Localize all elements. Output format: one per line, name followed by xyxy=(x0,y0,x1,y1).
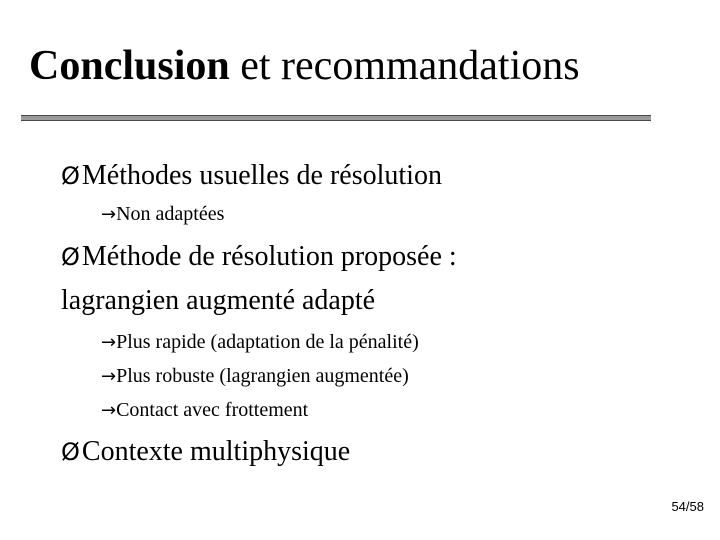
bullet-icon: Ø xyxy=(61,162,80,190)
bullet-icon: Ø xyxy=(61,243,80,271)
bullet-item xyxy=(61,434,350,470)
sub-bullet-item-text: Plus robuste (lagrangien augmentée) xyxy=(116,365,409,387)
page-number: 54/58 xyxy=(671,499,704,514)
slide-title xyxy=(29,38,580,94)
sub-bullet-item xyxy=(101,397,308,424)
bullet-item-text: Méthodes usuelles de résolution xyxy=(81,160,442,191)
arrow-icon: → xyxy=(101,366,117,387)
slide-title-rest: et recommandations xyxy=(229,43,580,89)
sub-bullet-item-text: Contact avec frottement xyxy=(116,399,309,421)
arrow-icon: → xyxy=(101,332,117,353)
slide-title-bold: Conclusion xyxy=(29,43,230,89)
sub-bullet-item xyxy=(101,329,419,356)
sub-bullet-item xyxy=(101,363,409,390)
title-divider xyxy=(21,115,651,121)
bullet-item xyxy=(61,158,442,194)
bullet-item-text: Méthode de résolution proposée : xyxy=(81,241,457,272)
sub-bullet-item-text: Plus rapide (adaptation de la pénalité) xyxy=(116,331,419,353)
sub-bullet-item-text: Non adaptées xyxy=(116,203,225,225)
bullet-item-continuation: lagrangien augmenté adapté xyxy=(61,285,376,316)
sub-bullet-item xyxy=(101,201,224,228)
arrow-icon: → xyxy=(101,400,117,421)
bullet-item xyxy=(61,239,457,275)
bullet-icon: Ø xyxy=(61,438,80,466)
arrow-icon: → xyxy=(101,204,117,225)
bullet-item-text: Contexte multiphysique xyxy=(81,436,351,467)
